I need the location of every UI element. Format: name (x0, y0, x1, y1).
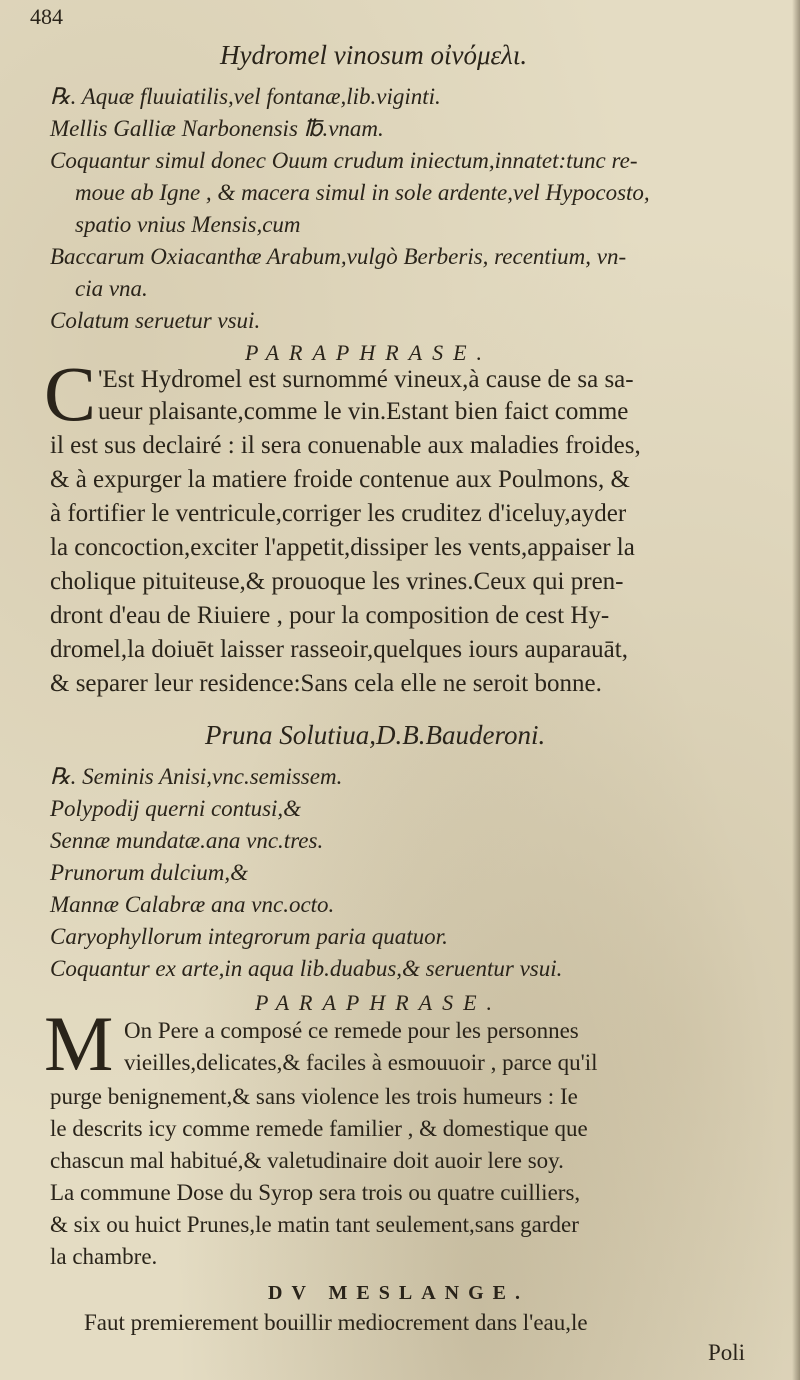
text-line: la chambre. (50, 1244, 158, 1269)
recipe-line: spatio vnius Mensis,cum (75, 212, 301, 237)
text-line: le descrits icy comme remede familier , & domestique que (50, 1116, 588, 1141)
catchword: Poli (708, 1340, 746, 1365)
text-line: chascun mal habitué,& valetudinaire doit auoir lere soy. (50, 1148, 564, 1173)
recipe-line: Mellis Galliæ Narbonensis ℔.vnam. (50, 116, 384, 141)
recipe-line: Coquantur simul donec Ouum crudum iniectum,innatet:tunc re- (50, 148, 638, 173)
text-line: On Pere a composé ce remede pour les personnes (124, 1018, 579, 1043)
recipe-title: Hydromel vinosum οἰνόμελι. (220, 40, 528, 70)
section-heading: Pruna Solutiua,D.B.Bauderoni. (205, 720, 546, 750)
recipe-line: Mannæ Calabræ ana vnc.octo. (50, 892, 335, 917)
text-line: ueur plaisante,comme le vin.Estant bien faict comme (98, 398, 629, 425)
text-line: La commune Dose du Syrop sera trois ou quatre cuilliers, (50, 1180, 581, 1205)
drop-cap: M (44, 1000, 114, 1087)
section-heading: DV MESLANGE. (268, 1282, 529, 1304)
recipe-line: Prunorum dulcium,& (50, 860, 249, 885)
text-line: Faut premierement bouillir mediocrement dans l'eau,le (84, 1310, 588, 1335)
recipe-line: Baccarum Oxiacanthæ Arabum,vulgò Berberis, recentium, vn- (50, 244, 627, 269)
text-line: la concoction,exciter l'appetit,dissiper les vents,appaiser la (50, 534, 635, 561)
drop-cap: C (44, 350, 97, 437)
recipe-line: ℞. Seminis Anisi,vnc.semissem. (50, 764, 343, 789)
recipe-line: Polypodij querni contusi,& (50, 796, 302, 821)
text-line: vieilles,delicates,& faciles à esmouuoir , parce qu'il (124, 1050, 598, 1075)
text-line: & separer leur residence:Sans cela elle ne seroit bonne. (50, 670, 602, 697)
text-line: dront d'eau de Riuiere , pour la composition de cest Hy- (50, 602, 610, 629)
paraphrase-heading: PARAPHRASE. (255, 990, 503, 1015)
text-line: purge benignement,& sans violence les trois humeurs : Ie (50, 1084, 578, 1109)
page-edge-shadow (792, 0, 800, 1380)
recipe-line: Caryophyllorum integrorum paria quatuor. (50, 924, 448, 949)
text-line: à fortifier le ventricule,corriger les cruditez d'iceluy,ayder (50, 500, 627, 527)
paraphrase-heading: PARAPHRASE. (245, 340, 493, 365)
text-line: il est sus declairé : il sera conuenable aux maladies froides, (50, 432, 641, 459)
recipe-line: Sennæ mundatæ.ana vnc.tres. (50, 828, 324, 853)
text-line: & à expurger la matiere froide contenue aux Poulmons, & (50, 466, 630, 493)
text-line: 'Est Hydromel est surnommé vineux,à cause de sa sa- (98, 366, 634, 393)
page-number: 484 (30, 4, 63, 29)
text-line: dromel,la doiuēt laisser rasseoir,quelques iours auparauāt, (50, 636, 628, 663)
recipe-line: moue ab Igne , & macera simul in sole ardente,vel Hypocosto, (75, 180, 650, 205)
text-line: & six ou huict Prunes,le matin tant seulement,sans garder (50, 1212, 579, 1237)
text-line: cholique pituiteuse,& prouoque les vrines.Ceux qui pren- (50, 568, 624, 595)
recipe-line: Colatum seruetur vsui. (50, 308, 261, 333)
recipe-line: Coquantur ex arte,in aqua lib.duabus,& seruentur vsui. (50, 956, 563, 981)
recipe-line: cia vna. (75, 276, 148, 301)
recipe-line: ℞. Aquæ fluuiatilis,vel fontanæ,lib.viginti. (50, 84, 441, 109)
